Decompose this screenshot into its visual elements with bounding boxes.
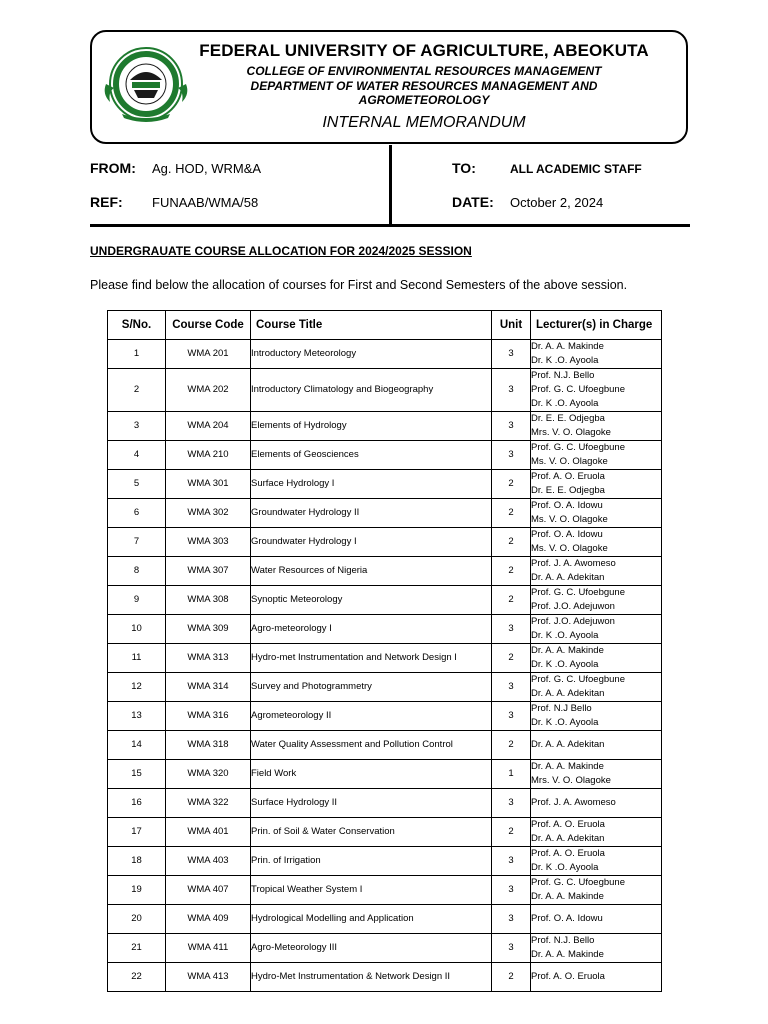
lecturer-name: Dr. K .O. Ayoola [531,630,599,641]
lecturer-name: Dr. A. A. Makinde [531,761,604,772]
row-sno: 14 [108,731,166,760]
lecturer-name: Dr. K .O. Ayoola [531,659,599,670]
lecturer-name: Dr. A. A. Makinde [531,891,604,902]
row-sno: 13 [108,702,166,731]
department-name: DEPARTMENT OF WATER RESOURCES MANAGEMENT AND AGROMETEOROLOGY [250,79,598,107]
university-crest-icon [100,44,192,124]
header-sno: S/No. [108,311,166,340]
row-unit: 3 [492,789,531,818]
row-sno: 9 [108,586,166,615]
row-lecturers [531,760,662,789]
university-name: FEDERAL UNIVERSITY OF AGRICULTURE, ABEOKUTA [199,41,649,60]
row-unit: 2 [492,557,531,586]
row-course-title: Hydro-Met Instrumentation & Network Design II [251,963,492,992]
lecturer-name: Dr. A. A. Adekitan [531,688,605,699]
row-lecturers [531,789,662,818]
table-row [108,528,662,557]
row-lecturers [531,499,662,528]
lecturer-name: Dr. A. A. Adekitan [531,572,605,583]
lecturer-name: Ms. V. O. Olagoke [531,543,608,554]
table-row [108,586,662,615]
row-course-title: Agrometeorology II [251,702,492,731]
course-allocation-table [107,310,662,992]
row-sno: 18 [108,847,166,876]
row-course-title: Groundwater Hydrology II [251,499,492,528]
row-lecturers [531,702,662,731]
row-lecturers [531,528,662,557]
lecturer-name: Prof. G. C. Ufoegbune [531,674,625,685]
row-course-code: WMA 308 [166,586,251,615]
row-unit: 3 [492,340,531,369]
row-sno: 20 [108,905,166,934]
row-sno: 2 [108,369,166,412]
row-lecturers [531,470,662,499]
lecturer-name: Prof. O. A. Idowu [531,913,603,924]
header-course-code: Course Code [166,311,251,340]
table-body [108,340,662,992]
lecturer-name: Dr. K .O. Ayoola [531,862,599,873]
row-sno: 3 [108,412,166,441]
row-lecturers [531,644,662,673]
college-name: COLLEGE OF ENVIRONMENTAL RESOURCES MANAGEMENT [246,64,602,78]
row-sno: 8 [108,557,166,586]
row-sno: 6 [108,499,166,528]
table-row [108,731,662,760]
row-course-title: Surface Hydrology I [251,470,492,499]
memo-horizontal-divider [90,224,690,227]
row-sno: 10 [108,615,166,644]
row-unit: 3 [492,412,531,441]
row-lecturers [531,441,662,470]
header-unit: Unit [492,311,531,340]
from-value: Ag. HOD, WRM&A [152,161,262,176]
row-lecturers [531,369,662,412]
row-unit: 3 [492,847,531,876]
row-unit: 2 [492,470,531,499]
table-row [108,760,662,789]
row-course-code: WMA 210 [166,441,251,470]
row-course-title: Agro-Meteorology III [251,934,492,963]
row-sno: 4 [108,441,166,470]
row-course-code: WMA 201 [166,340,251,369]
row-unit: 2 [492,731,531,760]
row-course-code: WMA 318 [166,731,251,760]
row-course-title: Prin. of Soil & Water Conservation [251,818,492,847]
table-row [108,934,662,963]
lecturer-name: Prof. O. A. Idowu [531,529,603,540]
row-lecturers [531,847,662,876]
row-unit: 2 [492,963,531,992]
row-course-title: Agro-meteorology I [251,615,492,644]
table-row [108,818,662,847]
table-row [108,441,662,470]
row-course-code: WMA 303 [166,528,251,557]
row-course-title: Field Work [251,760,492,789]
lecturer-name: Prof. N.J. Bello [531,935,595,946]
row-unit: 3 [492,441,531,470]
row-lecturers [531,731,662,760]
memo-vertical-divider [389,145,392,225]
row-course-code: WMA 301 [166,470,251,499]
row-course-title: Introductory Meteorology [251,340,492,369]
table-row [108,644,662,673]
row-course-title: Elements of Geosciences [251,441,492,470]
lecturer-name: Prof. G. C. Ufoebgune [531,587,625,598]
to-label: TO: [452,160,476,176]
row-course-title: Hydrological Modelling and Application [251,905,492,934]
from-label: FROM: [90,160,136,176]
lecturer-name: Mrs. V. O. Olagoke [531,427,611,438]
table-row [108,557,662,586]
row-course-title: Introductory Climatology and Biogeography [251,369,492,412]
lecturer-name: Dr. K .O. Ayoola [531,398,599,409]
memo-type: INTERNAL MEMORANDUM [322,114,526,131]
lecturer-name: Dr. K .O. Ayoola [531,355,599,366]
row-lecturers [531,905,662,934]
row-unit: 3 [492,934,531,963]
row-sno: 11 [108,644,166,673]
lecturer-name: Mrs. V. O. Olagoke [531,775,611,786]
row-course-title: Tropical Weather System I [251,876,492,905]
ref-label: REF: [90,194,123,210]
row-unit: 2 [492,818,531,847]
row-lecturers [531,673,662,702]
lecturer-name: Prof. J.O. Adejuwon [531,616,615,627]
row-lecturers [531,818,662,847]
row-sno: 17 [108,818,166,847]
row-course-code: WMA 411 [166,934,251,963]
row-unit: 1 [492,760,531,789]
lecturer-name: Prof. G. C. Ufoegbune [531,877,625,888]
row-course-code: WMA 322 [166,789,251,818]
table-row [108,702,662,731]
row-course-title: Hydro-met Instrumentation and Network Design I [251,644,492,673]
lecturer-name: Prof. O. A. Idowu [531,500,603,511]
row-lecturers [531,412,662,441]
row-course-title: Synoptic Meteorology [251,586,492,615]
row-lecturers [531,586,662,615]
table-row [108,905,662,934]
table-row [108,963,662,992]
row-course-code: WMA 413 [166,963,251,992]
row-course-code: WMA 204 [166,412,251,441]
row-unit: 2 [492,528,531,557]
lecturer-name: Ms. V. O. Olagoke [531,456,608,467]
lecturer-name: Prof. A. O. Eruola [531,471,605,482]
date-label: DATE: [452,194,494,210]
lecturer-name: Prof. N.J Bello [531,703,592,714]
row-sno: 22 [108,963,166,992]
row-lecturers [531,934,662,963]
row-course-code: WMA 407 [166,876,251,905]
row-sno: 15 [108,760,166,789]
row-course-code: WMA 309 [166,615,251,644]
row-course-title: Survey and Photogrammetry [251,673,492,702]
memo-subject: UNDERGRAUATE COURSE ALLOCATION FOR 2024/2025 SESSION [90,244,472,258]
row-course-code: WMA 409 [166,905,251,934]
row-unit: 3 [492,876,531,905]
memo-intro: Please find below the allocation of courses for First and Second Semesters of the above session. [90,278,628,292]
row-course-code: WMA 320 [166,760,251,789]
lecturer-name: Prof. J. A. Awomeso [531,558,616,569]
table-row [108,470,662,499]
lecturer-name: Dr. E. E. Odjegba [531,485,605,496]
to-value: ALL ACADEMIC STAFF [510,162,642,176]
row-unit: 3 [492,905,531,934]
lecturer-name: Dr. A. A. Makinde [531,645,604,656]
row-unit: 2 [492,644,531,673]
table-row [108,499,662,528]
row-course-code: WMA 403 [166,847,251,876]
lecturer-name: Prof. J. A. Awomeso [531,797,616,808]
row-unit: 3 [492,702,531,731]
lecturer-name: Ms. V. O. Olagoke [531,514,608,525]
table-row [108,615,662,644]
row-lecturers [531,963,662,992]
row-sno: 7 [108,528,166,557]
row-course-code: WMA 401 [166,818,251,847]
row-course-code: WMA 313 [166,644,251,673]
row-course-code: WMA 202 [166,369,251,412]
table-row [108,412,662,441]
row-course-code: WMA 307 [166,557,251,586]
row-course-title: Prin. of Irrigation [251,847,492,876]
row-sno: 19 [108,876,166,905]
row-sno: 16 [108,789,166,818]
table-row [108,789,662,818]
lecturer-name: Prof. A. O. Eruola [531,971,605,982]
row-course-title: Surface Hydrology II [251,789,492,818]
table-row [108,340,662,369]
row-course-code: WMA 302 [166,499,251,528]
table-header-row [108,311,662,340]
lecturer-name: Prof. J.O. Adejuwon [531,601,615,612]
lecturer-name: Dr. A. A. Makinde [531,949,604,960]
lecturer-name: Prof. A. O. Eruola [531,819,605,830]
header-course-title: Course Title [251,311,492,340]
row-course-title: Groundwater Hydrology I [251,528,492,557]
row-course-code: WMA 314 [166,673,251,702]
lecturer-name: Dr. E. E. Odjegba [531,413,605,424]
row-lecturers [531,615,662,644]
table-row [108,673,662,702]
lecturer-name: Prof. G. C. Ufoegbune [531,384,625,395]
lecturer-name: Prof. N.J. Bello [531,370,595,381]
table-row [108,847,662,876]
date-value: October 2, 2024 [510,195,604,210]
lecturer-name: Dr. A. A. Makinde [531,341,604,352]
row-course-code: WMA 316 [166,702,251,731]
row-sno: 12 [108,673,166,702]
row-sno: 1 [108,340,166,369]
row-lecturers [531,557,662,586]
row-unit: 3 [492,369,531,412]
lecturer-name: Dr. A. A. Adekitan [531,833,605,844]
lecturer-name: Dr. K .O. Ayoola [531,717,599,728]
row-course-title: Water Quality Assessment and Pollution Control [251,731,492,760]
lecturer-name: Prof. A. O. Eruola [531,848,605,859]
ref-value: FUNAAB/WMA/58 [152,195,259,210]
row-course-title: Water Resources of Nigeria [251,557,492,586]
row-sno: 5 [108,470,166,499]
table-row [108,876,662,905]
row-lecturers [531,340,662,369]
lecturer-name: Prof. G. C. Ufoegbune [531,442,625,453]
row-sno: 21 [108,934,166,963]
lecturer-name: Dr. A. A. Adekitan [531,739,605,750]
row-unit: 2 [492,499,531,528]
row-lecturers [531,876,662,905]
row-unit: 2 [492,586,531,615]
row-unit: 3 [492,673,531,702]
row-unit: 3 [492,615,531,644]
row-course-title: Elements of Hydrology [251,412,492,441]
header-lecturers: Lecturer(s) in Charge [531,311,662,340]
table-row [108,369,662,412]
